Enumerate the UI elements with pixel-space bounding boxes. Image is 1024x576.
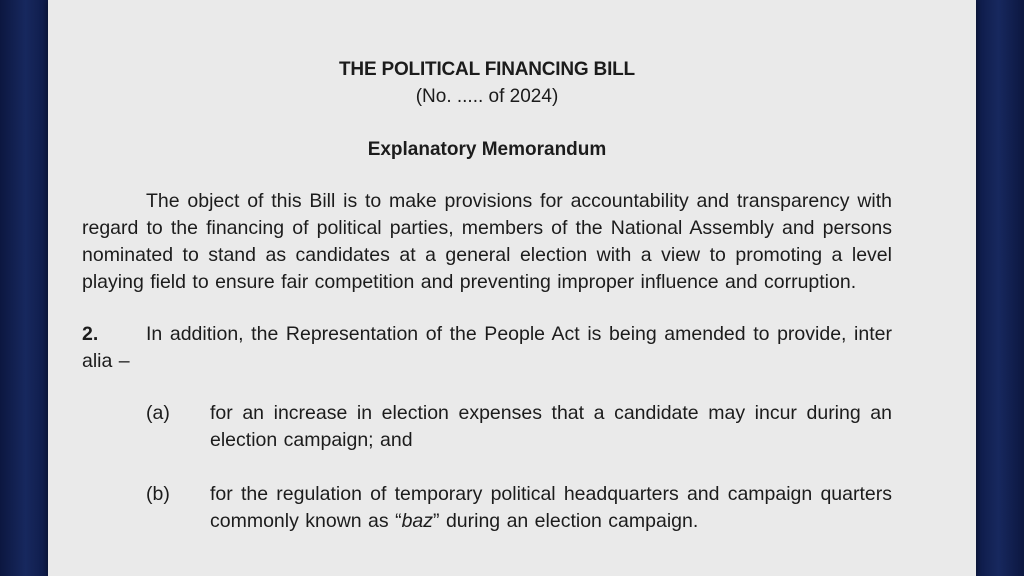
list-item-b-label: (b) <box>146 483 170 505</box>
bill-title: THE POLITICAL FINANCING BILL <box>339 59 635 80</box>
list-item-a-label: (a) <box>146 402 170 424</box>
memo-heading: Explanatory Memorandum <box>367 139 607 160</box>
paragraph-object: The object of this Bill is to make provisions for accountability and transparency with regard to the financing of political parties, members of the National Assembly and persons nominated to stand as candidates at a general election with a view to promoting a level playing field to ensure fair competition and preventing improper influence and corruption. <box>82 190 892 293</box>
list-item-a-text: for an increase in election expenses that a candidate may incur during an election campaign; and <box>210 402 892 451</box>
paragraph-2-number: 2. <box>82 323 99 345</box>
list-item-a <box>146 400 892 454</box>
document-page <box>48 0 976 576</box>
paragraph-2 <box>82 321 892 375</box>
document-body <box>82 56 892 535</box>
list-item-b-text-before: for the regulation of temporary political headquarters and campaign quarters commonly known as “ <box>210 483 892 532</box>
list-item-b-text-italic: baz <box>401 510 434 532</box>
bill-number: (No. ..... of 2024) <box>415 86 559 107</box>
paragraph-2-text: In addition, the Representation of the People Act is being amended to provide, inter alia – <box>82 323 892 372</box>
list-item-b <box>146 481 892 535</box>
list-item-b-text-after: ” during an election campaign. <box>433 510 699 532</box>
